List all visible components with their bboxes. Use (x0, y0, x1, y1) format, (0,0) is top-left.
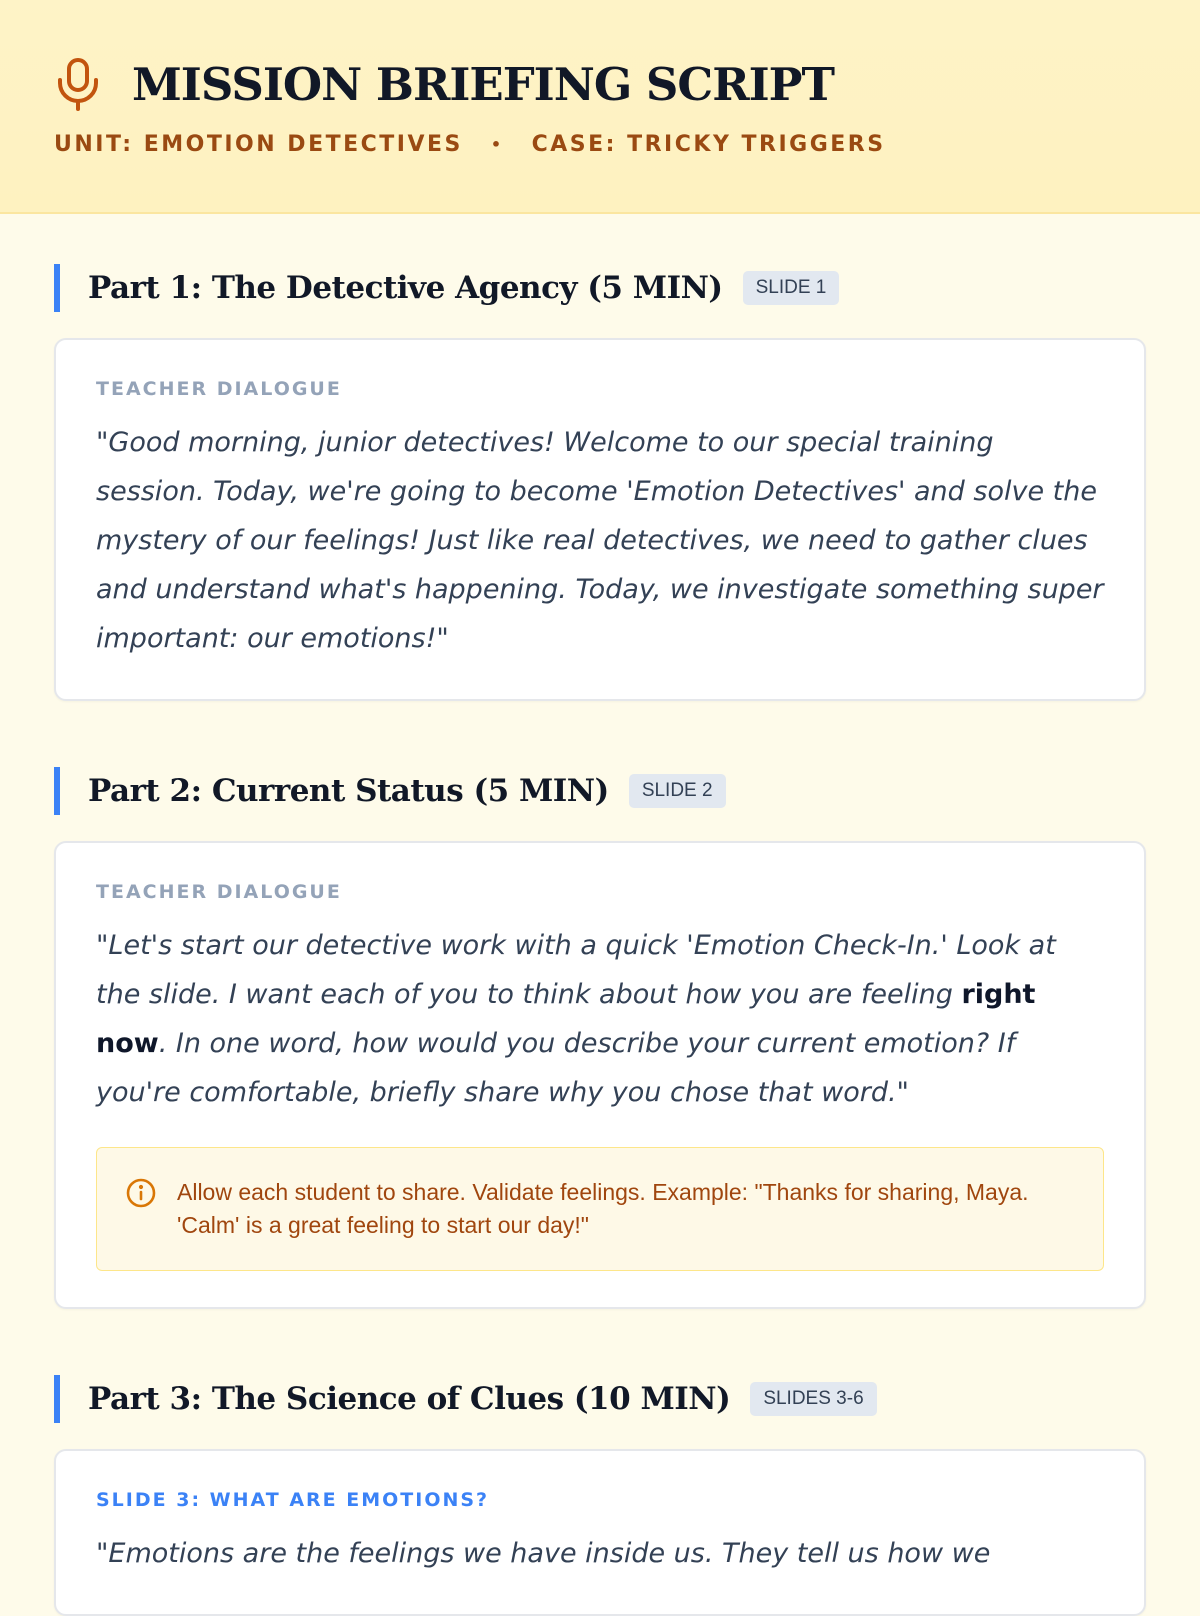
dialogue-emphasis: right now (96, 979, 1036, 1059)
unit-label: UNIT: EMOTION DETECTIVES (54, 132, 463, 157)
section-title: Part 3: The Science of Clues (10 MIN) (88, 1381, 731, 1417)
slide-badge: SLIDE 2 (629, 774, 726, 808)
dialogue-card (54, 841, 1146, 1309)
teacher-note (96, 1147, 1104, 1271)
section-heading (54, 767, 1146, 815)
section-title: Part 1: The Detective Agency (5 MIN) (88, 270, 723, 306)
teacher-dialogue (96, 921, 1104, 1117)
dialogue-text: "Let's start our detective work with a quick 'Emotion Check-In.' Look at the slide. I want each of you to think about how you are feeling (96, 930, 1056, 1010)
info-icon (125, 1177, 157, 1209)
note-text: Allow each student to share. Validate feelings. Example: "Thanks for sharing, Maya. 'Calm' is a great feeling to start our day!" (177, 1179, 1029, 1238)
card-label: TEACHER DIALOGUE (96, 378, 342, 400)
dialogue-card (54, 1449, 1146, 1616)
section-heading (54, 264, 1146, 312)
meta-separator: • (490, 135, 504, 154)
dialogue-card (54, 338, 1146, 701)
page-meta (54, 132, 1146, 157)
teacher-dialogue: "Emotions are the feelings we have inside us. They tell us how we (96, 1538, 991, 1569)
page-title: MISSION BRIEFING SCRIPT (132, 57, 835, 111)
case-label: CASE: TRICKY TRIGGERS (531, 132, 886, 157)
title-row (54, 56, 1146, 112)
main-content (0, 214, 1200, 1616)
dialogue-text: . In one word, how would you describe your current emotion? If you're comfortable, briefly share why you chose that word." (96, 1028, 1016, 1108)
slide-badge: SLIDES 3-6 (750, 1382, 876, 1416)
card-label: TEACHER DIALOGUE (96, 881, 342, 903)
teacher-dialogue: "Good morning, junior detectives! Welcome to our special training session. Today, we're going to become 'Emotion Detectives' and solve the mystery of our feelings! Just like real detectives, we need to gather clues and understand what's happening. Today, we investigate something super important: our emotions!" (96, 427, 1104, 654)
page-header (0, 0, 1200, 214)
section-title: Part 2: Current Status (5 MIN) (88, 773, 609, 809)
microphone-icon (54, 56, 102, 112)
card-label: SLIDE 3: WHAT ARE EMOTIONS? (96, 1489, 490, 1511)
slide-badge: SLIDE 1 (743, 271, 840, 305)
section-heading (54, 1375, 1146, 1423)
